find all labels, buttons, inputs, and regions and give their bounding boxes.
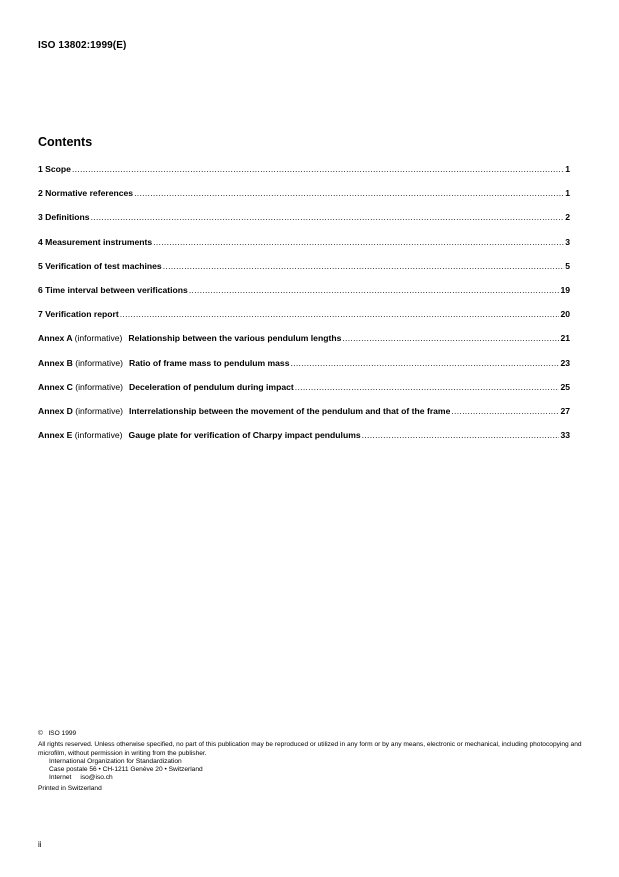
toc-entry-scope[interactable] (38, 164, 570, 188)
annex-qualifier: (informative) (74, 430, 123, 441)
toc-page-number: 2 (565, 212, 570, 223)
table-of-contents (38, 164, 570, 454)
toc-page-number: 3 (565, 236, 570, 247)
toc-entry-label (38, 333, 341, 343)
copyright-notice: © ISO 1999 (38, 730, 77, 737)
internet-label: Internet (49, 774, 72, 782)
toc-entry-label: 1 Scope (38, 164, 71, 174)
annex-id: Annex E (38, 430, 73, 441)
annex-qualifier: (informative) (75, 381, 124, 392)
toc-entry-label (38, 406, 450, 416)
toc-entry-verification-of-test-machines[interactable] (38, 261, 570, 285)
toc-page-number: 19 (560, 284, 570, 295)
toc-entry-annex-e[interactable] (38, 430, 570, 454)
toc-entry-label: 3 Definitions (38, 212, 90, 223)
toc-leader-dots (134, 188, 564, 198)
toc-entry-definitions[interactable] (38, 212, 570, 236)
postal-address: Case postale 56 • CH-1211 Genève 20 • Switzerland (49, 766, 203, 774)
toc-page-number: 1 (565, 188, 570, 199)
toc-page-number: 1 (565, 164, 570, 174)
annex-id: Annex A (38, 333, 73, 344)
printed-in: Printed in Switzerland (38, 784, 102, 792)
toc-page-number: 25 (560, 381, 570, 392)
internet-contact (38, 774, 583, 782)
toc-entry-time-interval[interactable] (38, 285, 570, 309)
annex-id: Annex C (38, 381, 73, 392)
toc-page-number: 27 (560, 405, 570, 416)
toc-entry-label: 4 Measurement instruments (38, 236, 153, 247)
annex-title: Interrelationship between the movement of the pendulum and that of the frame (129, 405, 451, 416)
page-number: ii (38, 840, 42, 849)
document-id: ISO 13802:1999(E) (38, 40, 127, 51)
toc-page-number: 5 (565, 260, 570, 271)
toc-entry-label: 5 Verification of test machines (38, 260, 162, 271)
toc-entry-annex-a[interactable] (38, 333, 570, 357)
toc-leader-dots (153, 237, 564, 247)
email-link[interactable]: iso@iso.ch (80, 774, 113, 782)
toc-leader-dots (290, 358, 559, 368)
annex-qualifier: (informative) (75, 405, 124, 416)
toc-leader-dots (342, 333, 559, 343)
toc-leader-dots (189, 285, 560, 295)
annex-title: Gauge plate for verification of Charpy impact pendulums (128, 430, 361, 441)
rights-statement: All rights reserved. Unless otherwise specified, no part of this publication may be reproduced or utilized in any form or by any means, electronic or mechanical, including photocopying and microfilm, without permission in writing from the publisher. (38, 741, 582, 757)
toc-leader-dots (72, 164, 564, 174)
toc-entry-verification-report[interactable] (38, 309, 570, 333)
toc-leader-dots (91, 212, 565, 222)
toc-entry-label: 2 Normative references (38, 188, 134, 199)
toc-page-number: 20 (560, 309, 570, 320)
toc-entry-measurement-instruments[interactable] (38, 237, 570, 261)
toc-entry-annex-d[interactable] (38, 406, 570, 430)
annex-title: Deceleration of pendulum during impact (129, 381, 294, 392)
toc-entry-label: 7 Verification report (38, 309, 119, 320)
annex-title: Ratio of frame mass to pendulum mass (129, 357, 290, 368)
toc-leader-dots (295, 382, 560, 392)
organization-name: International Organization for Standardization (49, 757, 182, 765)
annex-qualifier: (informative) (75, 357, 124, 368)
toc-entry-label (38, 430, 361, 440)
toc-entry-annex-c[interactable] (38, 382, 570, 406)
annex-id: Annex D (38, 405, 73, 416)
copyright-footer (38, 730, 583, 793)
toc-page-number: 23 (560, 357, 570, 368)
toc-leader-dots (362, 430, 560, 440)
annex-id: Annex B (38, 357, 73, 368)
toc-entry-normative-references[interactable] (38, 188, 570, 212)
toc-leader-dots (120, 309, 560, 319)
toc-entry-annex-b[interactable] (38, 358, 570, 382)
toc-leader-dots (451, 406, 559, 416)
annex-qualifier: (informative) (74, 333, 123, 344)
toc-entry-label (38, 358, 289, 368)
toc-page-number: 33 (560, 430, 570, 441)
annex-title: Relationship between the various pendulum lengths (128, 333, 342, 344)
toc-leader-dots (163, 261, 565, 271)
toc-entry-label: 6 Time interval between verifications (38, 284, 188, 295)
contents-title: Contents (38, 135, 93, 149)
toc-page-number: 21 (560, 333, 570, 344)
toc-entry-label (38, 382, 294, 392)
